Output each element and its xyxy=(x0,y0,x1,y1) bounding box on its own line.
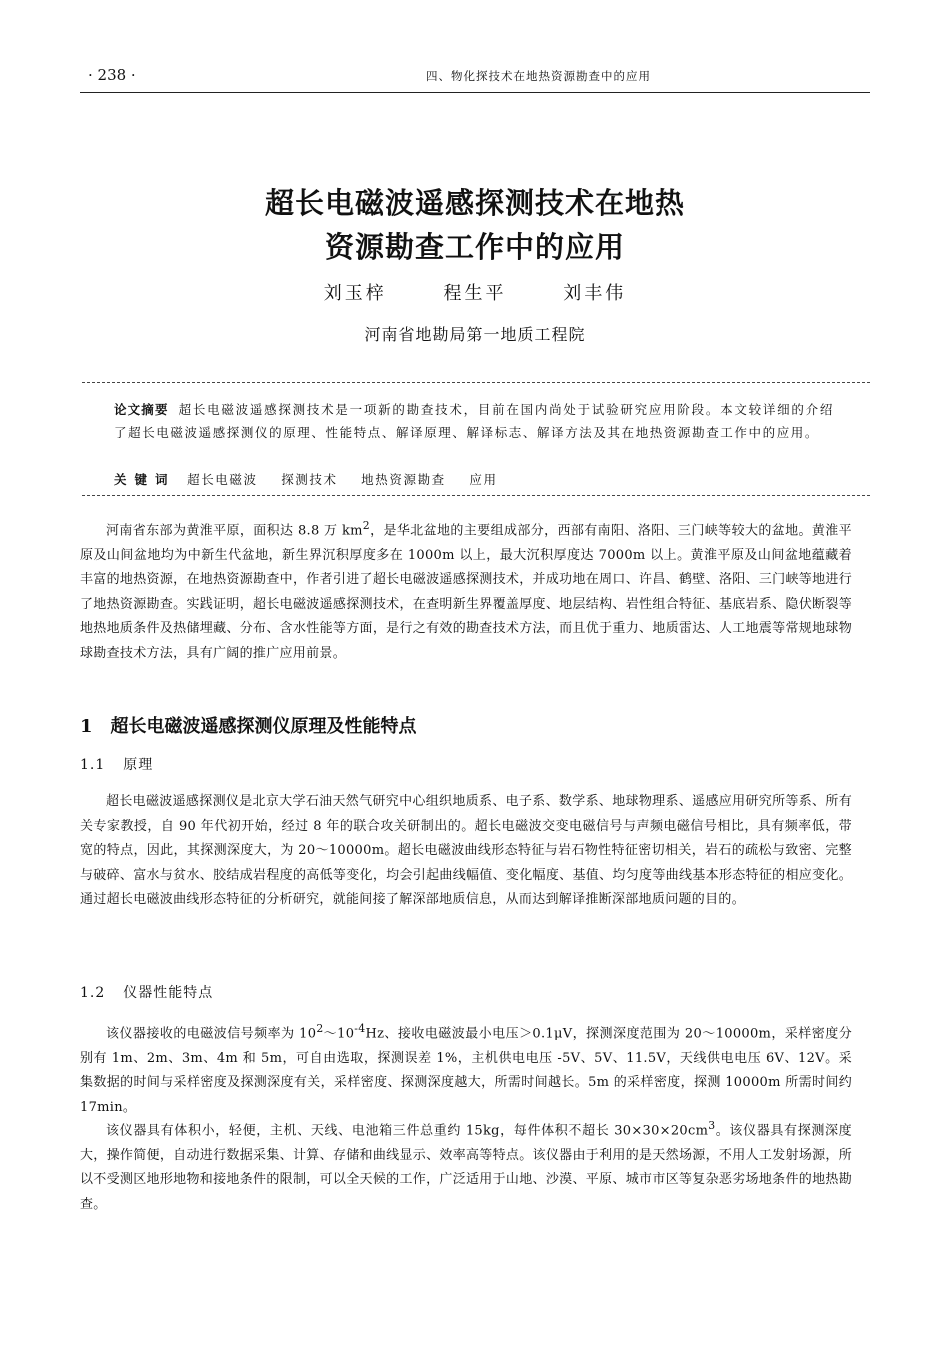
principle-paragraph: 超长电磁波遥感探测仪是北京大学石油天然气研究中心组织地质系、电子系、数学系、地球物理系、遥感应用研究所等系、所有关专家教授，自 90 年代初开始，经过 8 年的联合攻关研制出的。超长电磁波交变电磁信号与声频电磁信号相比，具有频率低，带宽的特点，因此，其探测深度大，为 20～10000m。超长电磁波曲线形态特征与岩石物性特征密切相关，岩石的疏松与致密、完整与破碎、富水与贫水、胶结成岩程度的高低等变化，均会引起曲线幅值、变化幅度、基值、均匀度等曲线基本形态特征的相应变化。通过超长电磁波曲线形态特征的分析研究，就能间接了解深部地质信息，从而达到解译推断深部地质问题的目的。 xyxy=(80,794,852,907)
running-section-title: 四、物化探技术在地热资源勘查中的应用 xyxy=(426,69,651,83)
subsection-title: 仪器性能特点 xyxy=(123,985,214,1001)
keyword: 探测技术 xyxy=(281,472,338,487)
abstract-label: 论文摘要 xyxy=(114,402,169,417)
performance-paragraph-2 xyxy=(80,1114,852,1217)
subsection-1-1-heading xyxy=(80,754,153,774)
section-number: 1 xyxy=(80,716,93,737)
abstract-top-divider xyxy=(82,382,870,383)
subsection-1-2-heading xyxy=(80,982,213,1002)
affiliation: 河南省地勘局第一地质工程院 xyxy=(364,325,586,344)
section-1-heading xyxy=(80,712,417,738)
section-title: 超长电磁波遥感探测仪原理及性能特点 xyxy=(110,716,417,737)
body-text: 该仪器具有体积小，轻便，主机、天线、电池箱三件总重约 15kg，每件体积不超长 30×30×20cm xyxy=(106,1123,709,1139)
superscript: 3 xyxy=(708,1119,716,1132)
intro-text: 河南省东部为黄淮平原，面积达 8.8 万 km xyxy=(106,523,363,539)
paper-title-line-1: 超长电磁波遥感探测技术在地热 xyxy=(264,186,685,220)
intro-paragraph xyxy=(80,514,852,666)
superscript: 2 xyxy=(362,519,370,532)
subsection-number: 1.2 xyxy=(80,985,106,1001)
intro-text: ，是华北盆地的主要组成部分，西部有南阳、洛阳、三门峡等较大的盆地。黄淮平原及山间盆地均为中新生代盆地，新生界沉积厚度多在 1000m 以上，最大沉积厚度达 7000m 以上。黄淮平原及山间盆地蕴藏着丰富的地热资源，在地热资源勘查中，作者引进了超长电磁波遥感探测技术，并成功地在周口、许昌、鹤壁、洛阳、三门峡等地进行了地热资源勘查。实践证明，超长电磁波遥感探测技术，在查明新生界覆盖厚度、地层结构、岩性组合特征、基底岩系、隐伏断裂等地热地质条件及热储埋藏、分布、含水性能等方面，是行之有效的勘查技术方法，而且优于重力、地质雷达、人工地震等常规地球物球勘查技术方法，具有广阔的推广应用前景。 xyxy=(80,523,852,661)
body-text: Hz、接收电磁波最小电压＞0.1μV，探测深度范围为 20～10000m，采样密度分别有 1m、2m、3m、4m 和 5m，可自由选取，探测误差 1%，主机供电电压 -5V、5V、11.5V，天线供电电压 6V、12V。采集数据的时间与采样密度及探测深度有关，采样密度、探测深度越大，所需时间越长。5m 的采样密度，探测 10000m 所需时间约 17min。 xyxy=(80,1026,852,1115)
body-text: ～10 xyxy=(323,1026,355,1042)
body-text: 。该仪器具有探测深度大，操作简便，自动进行数据采集、计算、存储和曲线显示、效率高等特点。该仪器由于利用的是天然场源，不用人工发射场源，所以不受测区地形地物和接地条件的限制，可以全天候的工作，广泛适用于山地、沙漠、平原、城市市区等复杂恶劣场地条件的地热勘查。 xyxy=(80,1123,852,1212)
running-header xyxy=(80,64,870,93)
paper-title-line-2: 资源勘查工作中的应用 xyxy=(324,230,625,264)
keywords-block xyxy=(114,470,834,488)
author-name: 刘玉梓 xyxy=(323,283,387,304)
body-text: 该仪器接收的电磁波信号频率为 10 xyxy=(106,1026,317,1042)
abstract-block xyxy=(114,398,834,444)
subsection-title: 原理 xyxy=(123,757,154,773)
author-name: 程生平 xyxy=(443,283,507,304)
subsection-number: 1.1 xyxy=(80,757,106,773)
superscript: 2 xyxy=(316,1022,324,1035)
author-list xyxy=(100,279,850,305)
page-number: · 238 · xyxy=(88,66,136,84)
abstract-bottom-divider xyxy=(82,495,870,496)
performance-paragraph-1 xyxy=(80,1017,852,1120)
keyword: 应用 xyxy=(469,472,498,487)
keyword: 超长电磁波 xyxy=(187,472,258,487)
superscript: -4 xyxy=(354,1022,366,1035)
author-name: 刘丰伟 xyxy=(563,283,627,304)
abstract-text: 超长电磁波遥感探测技术是一项新的勘查技术，目前在国内尚处于试验研究应用阶段。本文较详细的介绍了超长电磁波遥感探测仪的原理、性能特点、解译原理、解译标志、解译方法及其在地热资源勘查工作中的应用。 xyxy=(114,402,834,440)
keywords-label: 关键词 xyxy=(114,472,176,487)
keyword: 地热资源勘查 xyxy=(361,472,446,487)
